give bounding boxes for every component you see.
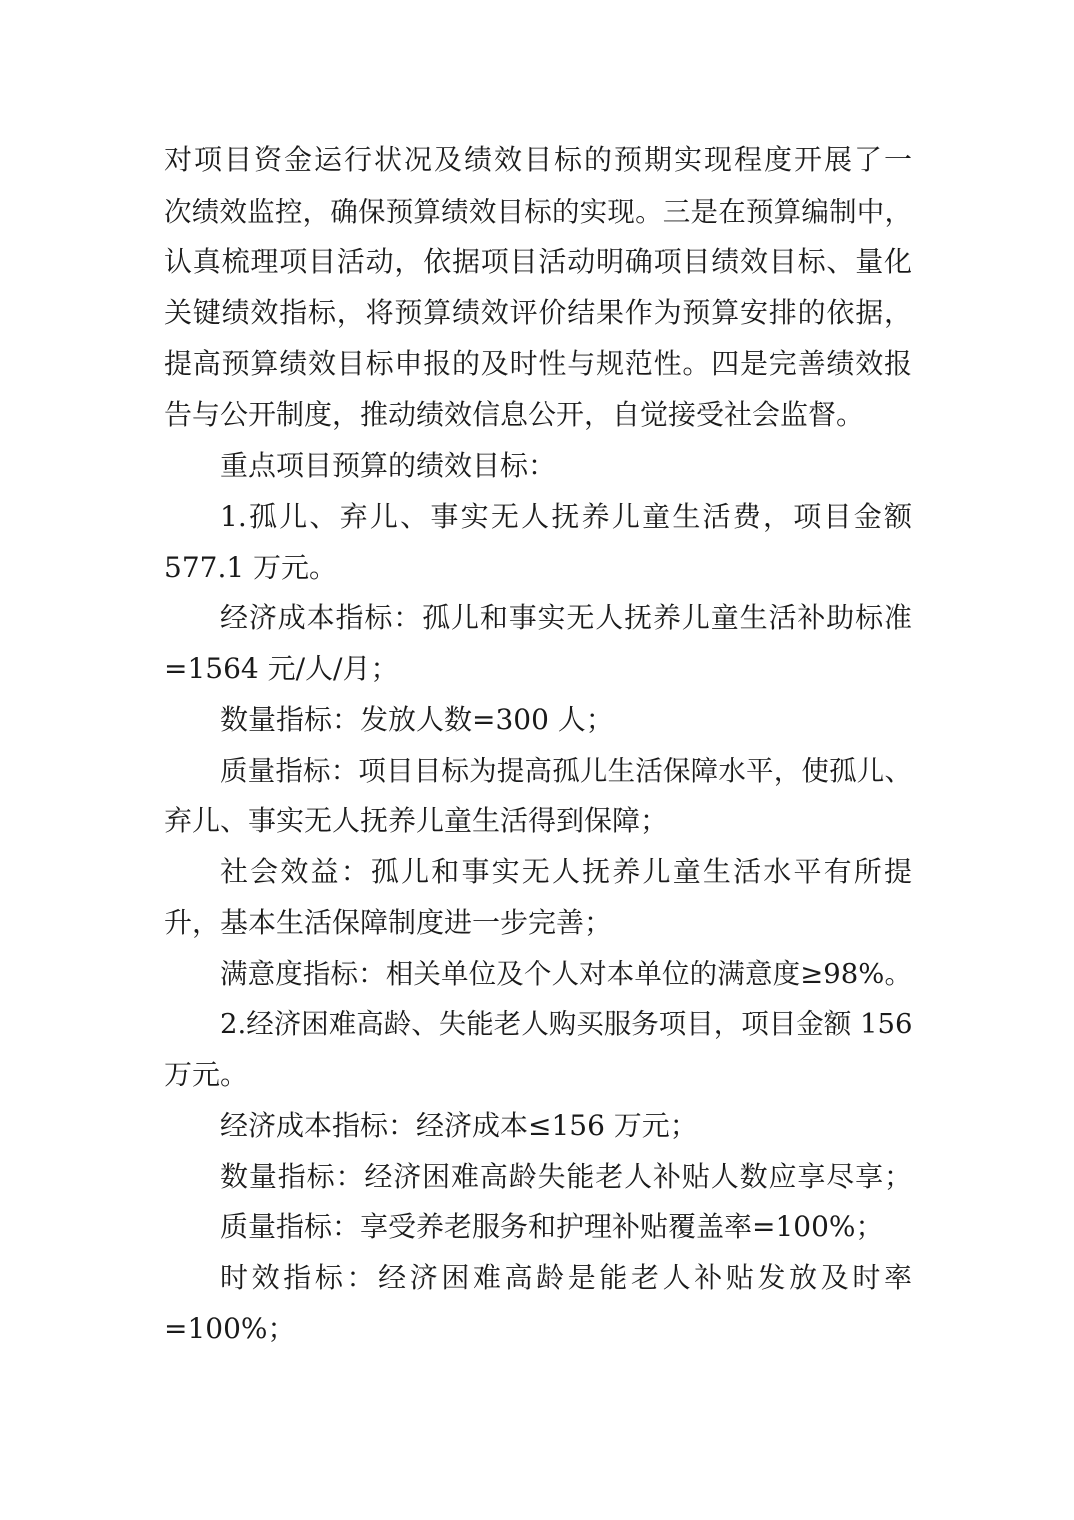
text-line: 提高预算绩效目标申报的及时性与规范性。四是完善绩效报 (164, 347, 912, 380)
text-line: 质量指标：项目目标为提高孤儿生活保障水平，使孤儿、 (220, 755, 912, 787)
text-line: 万元。 (164, 1058, 249, 1091)
text-line: =1564 元/人/月； (164, 652, 399, 685)
text-line: 告与公开制度，推动绩效信息公开，自觉接受社会监督。 (164, 398, 865, 431)
text-line: 577.1 万元。 (164, 551, 338, 584)
item-heading: 1.孤儿、弃儿、事实无人抚养儿童生活费，项目金额 (220, 500, 912, 533)
text-line: 数量指标：发放人数=300 人； (220, 703, 614, 736)
text-line: 质量指标：享受养老服务和护理补贴覆盖率=100%； (220, 1210, 884, 1243)
text-line: 数量指标：经济困难高龄失能老人补贴人数应享尽享； (220, 1160, 912, 1193)
text-line: 经济成本指标：经济成本≤156 万元； (220, 1109, 698, 1142)
item-heading: 2.经济困难高龄、失能老人购买服务项目，项目金额 156 (220, 1008, 913, 1040)
text-line: 满意度指标：相关单位及个人对本单位的满意度≥98%。 (220, 958, 912, 990)
section-heading: 重点项目预算的绩效目标： (220, 449, 557, 482)
text-line: 时效指标：经济困难高龄是能老人补贴发放及时率 (220, 1261, 912, 1294)
text-line: 认真梳理项目活动，依据项目活动明确项目绩效目标、量化 (164, 245, 912, 278)
text-line: 社会效益：孤儿和事实无人抚养儿童生活水平有所提 (220, 855, 912, 888)
text-line: =100%； (164, 1312, 296, 1345)
text-line: 经济成本指标：孤儿和事实无人抚养儿童生活补助标准 (220, 601, 912, 634)
text-line: 对项目资金运行状况及绩效目标的预期实现程度开展了一 (164, 143, 912, 176)
text-line: 弃儿、事实无人抚养儿童生活得到保障； (164, 804, 669, 837)
text-line: 升，基本生活保障制度进一步完善； (164, 906, 613, 939)
text-line: 关键绩效指标，将预算绩效评价结果作为预算安排的依据， (164, 296, 912, 329)
text-line: 次绩效监控，确保预算绩效目标的实现。三是在预算编制中， (164, 196, 912, 228)
